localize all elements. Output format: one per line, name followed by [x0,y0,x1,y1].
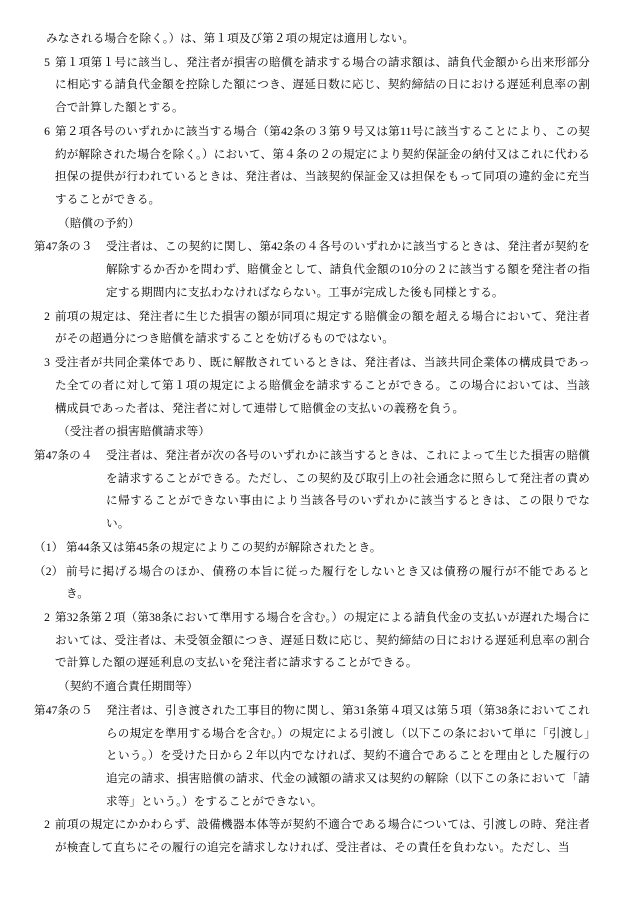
numbered-paragraph [34,352,590,420]
item-number: （1） [34,540,64,554]
paragraph-text: 受注者が共同企業体であり、既に解散されているときは、発注者は、当該共同企業体の構成員であった全ての者に対して第１項の規定による賠償金を請求することができる。この場合においては、当該構成員であった者は、発注者に対して連帯して賠償金の支払いの義務を負う。 [55,356,590,415]
paragraph-number: 2 [44,818,50,832]
paragraph-text: 第１項第１号に該当し、発注者が損害の賠償を請求する場合の請求額は、請負代金額から出来形部分に相応する請負代金額を控除した額につき、遅延日数に応じ、契約締結の日における遅延利息率の割合で計算した額とする。 [55,55,590,115]
paragraph-number: 2 [44,610,50,624]
article-text: 受注者は、発注者が次の各号のいずれかに該当するときは、これによって生じた損害の賠償を請求することができる。ただし、この契約及び取引上の社会通念に照らして発注者の責めに帰することができない事由により当該各号のいずれかに該当するときは、この限りでない。 [106,448,590,531]
item-text: 前号に掲げる場合のほか、債務の本旨に従った履行をしないとき又は債務の履行が不能であるとき。 [66,564,590,601]
item-paragraph [34,537,590,560]
paragraph-number: 5 [44,55,50,69]
paragraph-number: 3 [44,356,50,370]
numbered-paragraph [34,52,590,120]
item-number: （2） [34,564,64,578]
numbered-paragraph [34,121,590,212]
article-text: 発注者は、引き渡された工事目的物に関し、第31条第４項又は第５項（第38条においてこれらの規定を準用する場合を含む。）の規定による引渡し（以下この条において単に「引渡し」という。）を受けた日から２年以内でなければ、契約不適合であることを理由とした履行の追完の請求、損害賠償の請求、代金の減額の請求又は契約の解除（以下この条において「請求等」という。）をすることができない。 [106,703,590,808]
section-heading: （契約不適合責任期間等） [58,680,199,694]
paragraph-number: 6 [44,124,50,138]
article-number: 第47条の４ [34,448,93,462]
numbered-paragraph [34,306,590,351]
section-heading: （賠償の予約） [58,216,140,230]
item-paragraph [34,561,590,606]
article-paragraph [34,236,590,304]
paragraph-continuation: みなされる場合を除く。）は、第１項及び第２項の規定は適用しない。 [46,32,415,45]
paragraph-text: 前項の規定は、発注者に生じた損害の額が同項に規定する賠償金の額を超える場合において、発注者がその超過分につき賠償を請求することを妨げるものではない。 [55,309,590,346]
paragraph-text: 前項の規定にかかわらず、設備機器本体等が契約不適合である場合については、引渡しの時、発注者が検査して直ちにその履行の追完を請求しなければ、受注者は、その責任を負わない。ただし、当 [55,818,590,855]
numbered-paragraph [34,607,590,675]
document-body [34,28,590,860]
article-paragraph [34,445,590,536]
paragraph-text: 第32条第２項（第38条において準用する場合を含む。）の規定による請負代金の支払いが遅れた場合においては、受注者は、未受領金額につき、遅延日数に応じ、契約締結の日における遅延利息率の割合で計算した額の遅延利息の支払いを発注者に請求することができる。 [55,610,590,670]
paragraph-number: 2 [44,309,50,323]
numbered-paragraph [34,814,590,859]
section-heading: （受注者の損害賠償請求等） [58,425,211,439]
article-text: 受注者は、この契約に関し、第42条の４各号のいずれかに該当するときは、発注者が契約を解除するか否かを問わず、賠償金として、請負代金額の10分の２に該当する額を発注者の指定する期間内に支払わなければならない。工事が完成した後も同様とする。 [106,240,590,299]
article-number: 第47条の５ [34,703,93,717]
item-text: 第44条又は第45条の規定によりこの契約が解除されたとき。 [66,540,382,554]
paragraph-text: 第２項各号のいずれかに該当する場合（第42条の３第９号又は第11号に該当することにより、この契約が解除された場合を除く。）において、第４条の２の規定により契約保証金の納付又はこれに代わる担保の提供が行われているときは、発注者は、当該契約保証金又は担保をもって同項の違約金に充当することができる。 [55,124,590,207]
article-paragraph [34,700,590,814]
article-number: 第47条の３ [34,240,93,254]
